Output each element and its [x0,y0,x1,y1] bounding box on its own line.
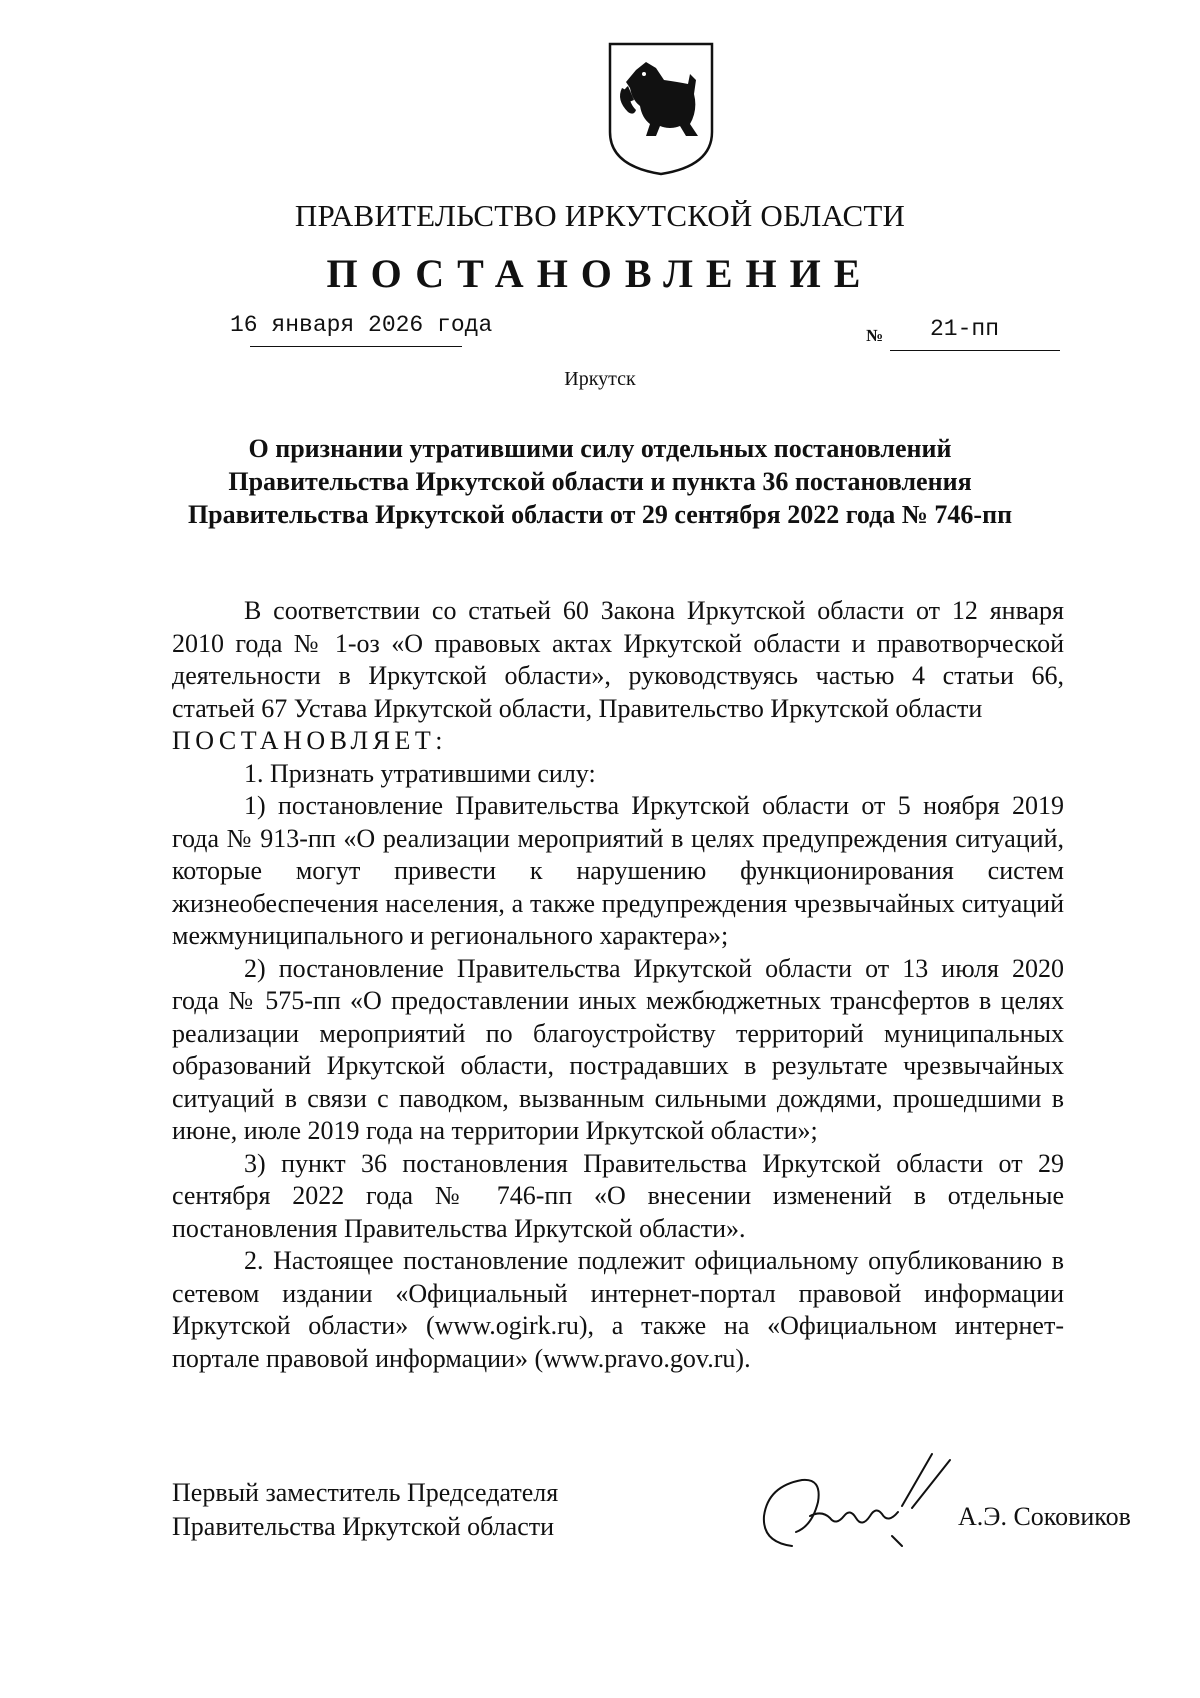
body-paragraph: 2. Настоящее постановление подлежит официальному опубликованию в сетевом издании «Официальный интернет-портал правовой информации Иркутской области» (www.ogirk.ru), а также на «Официальном интернет-портале правовой информации» (www.pravo.gov.ru). [172,1246,1064,1373]
document-type: ПОСТАНОВЛЕНИЕ [326,251,874,296]
body-paragraph: 3) пункт 36 постановления Правительства Иркутской области от 29 сентября 2022 года № 746-пп «О внесении изменений в отдельные постановления Правительства Иркутской области». [172,1148,1064,1243]
signer-name: А.Э. Соковиков [958,1502,1131,1531]
body-paragraph: 1) постановление Правительства Иркутской области от 5 ноября 2019 года № 913-пп «О реализации мероприятий в целях предупреждения ситуаций, которые могут привести к нарушению функционирования систем жизнеобеспечения населения, а также предупреждения чрезвычайных ситуаций межмуниципального и регионального характера»; [172,791,1064,950]
document-title: О признании утратившими силу отдельных постановлений Правительства Иркутской области и пункта 36 постановления Правительства Иркутской области от 29 сентября 2022 года № 746-пп [187,434,1013,529]
preamble-paragraph: В соответствии со статьей 60 Закона Иркутской области от 12 января 2010 года № 1-оз «О правовых актах Иркутской области и правотворческой деятельности в Иркутской области», руководствуясь частью 4 статьи 66, статьей 67 Устава Иркутской области, Правительство Иркутской области [172,596,1064,723]
government-name: ПРАВИТЕЛЬСТВО ИРКУТСКОЙ ОБЛАСТИ [294,198,906,233]
document-date: 16 января 2026 года [230,312,493,338]
handwritten-signature [752,1446,962,1571]
signer-position [172,1476,558,1544]
decree-word: ПОСТАНОВЛЯЕТ: [172,726,447,755]
body-paragraph: 2) постановление Правительства Иркутской области от 13 июля 2020 года № 575-пп «О предоставлении иных межбюджетных трансфертов в целях реализации мероприятий по благоустройству территорий муниципальных образований Иркутской области, пострадавших в результате чрезвычайных ситуаций в связи с паводком, вызванным сильными дождями, прошедшими в июне, июле 2019 года на территории Иркутской области»; [172,953,1064,1145]
coat-of-arms-emblem [606,40,716,178]
number-underline [890,350,1060,351]
document-number: 21-пп [930,316,1000,342]
body-paragraph: 1. Признать утратившими силу: [244,758,596,788]
number-sign: № [866,326,884,345]
signer-position-line: Первый заместитель Председателя [172,1478,559,1507]
signer-position-line: Правительства Иркутской области [172,1512,555,1541]
city-name: Иркутск [564,368,636,390]
document-body [172,595,1064,1375]
date-underline [250,346,462,347]
